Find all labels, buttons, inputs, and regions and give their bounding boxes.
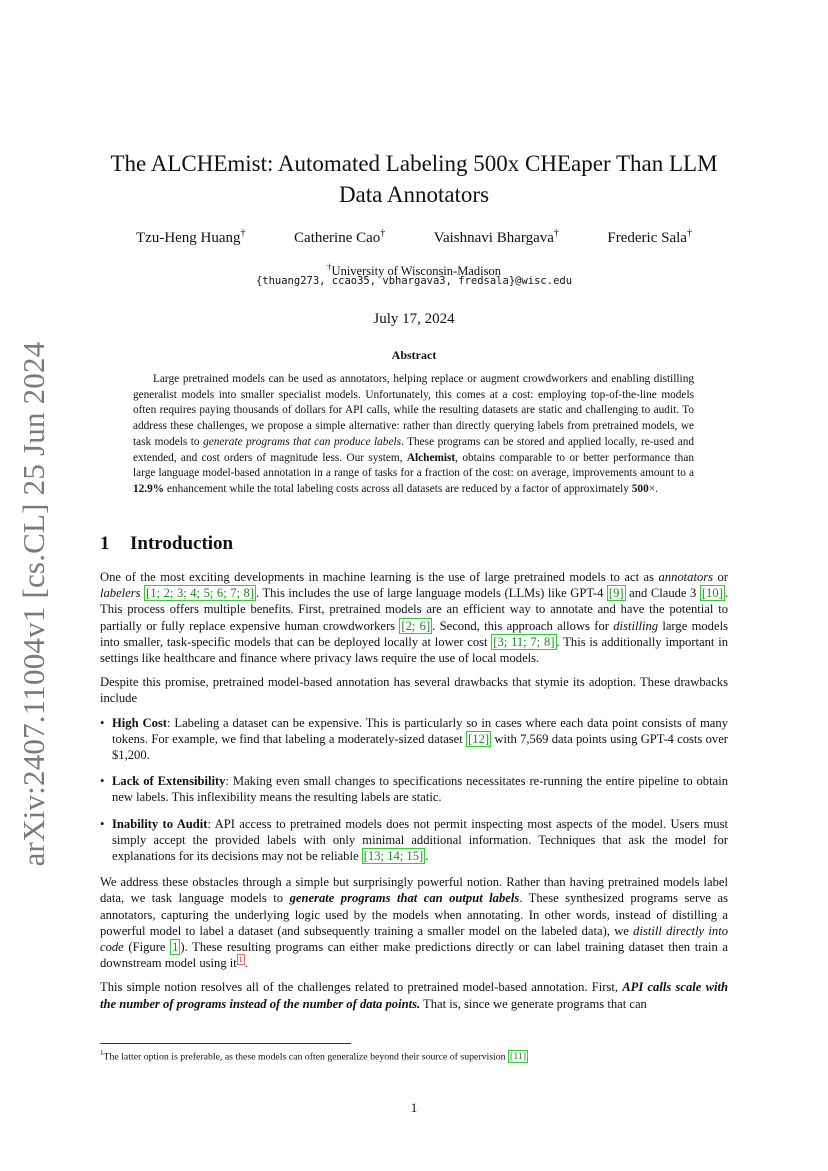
body-text xyxy=(100,569,728,1020)
footnote-link[interactable]: 1 xyxy=(238,955,243,965)
list-item: • High Cost: Labeling a dataset can be expensive. This is particularly so in cases where each data point consists of many tokens. For example, we find that labeling a moderately-sized dataset [12] with 7,569 data points using GPT-4 costs over $1,200. xyxy=(100,715,728,763)
author-emails: {thuang273, ccao35, vbhargava3, fredsala}@wisc.edu xyxy=(255,275,573,287)
author: Frederic Sala† xyxy=(607,228,692,246)
author-list xyxy=(100,228,728,247)
paragraph: This simple notion resolves all of the challenges related to pretrained model-based annotation. First, API calls scale with the number of programs instead of the number of data points. That is, since we generate programs that can xyxy=(100,980,728,1011)
abstract-heading: Abstract xyxy=(391,348,437,362)
abstract-text: Large pretrained models can be used as annotators, helping replace or augment crowdworkers and enabling distilling generalist models into smaller specialist models. Unfortunately, this comes at a cost: employing top-of-the-line models often requires paying thousands of dollars for API calls, while the resulting datasets are static and challenging to audit. To address these challenges, we propose a simple alternative: rather than directly querying labels from pretrained models, we task models to generate programs that can produce labels. These programs can be stored and applied locally, re-used and extended, and cost orders of magnitude less. Our system, Alchemist, obtains comparable to or better performance than large language model-based annotation in a range of tasks for a fraction of the cost: on average, improvements amount to a 12.9% enhancement while the total labeling costs across all datasets are reduced by a factor of approximately 500×. xyxy=(133,373,695,495)
author: Tzu-Heng Huang† xyxy=(136,228,246,246)
arxiv-sidebar xyxy=(14,341,54,867)
citation-link[interactable]: [2; 6] xyxy=(401,618,431,633)
citation-link[interactable]: [10] xyxy=(701,586,723,601)
citation-link[interactable]: [12] xyxy=(468,731,490,746)
drawback-list xyxy=(100,715,728,865)
arxiv-identifier: arXiv:2407.11004v1 [cs.CL] 25 Jun 2024 xyxy=(16,341,51,867)
list-item: • Lack of Extensibility: Making even small changes to specifications necessitates re-running the entire pipeline to obtain new labels. This inflexibility means the resulting labels are static. xyxy=(100,774,728,805)
paragraph: We address these obstacles through a simple but surprisingly powerful notion. Rather than having pretrained models label data, we task language models to generate programs that can output labels. These synthesized programs serve as annotators, capturing the underlying logic used by the models when annotating. In other words, instead of distilling a powerful model to label a dataset (and subsequently training a smaller model on the labeled data), we distill directly into code (Figure 1 ). These resulting programs can either make predictions directly or can label training dataset then train a downstream model using it $^1$ . xyxy=(100,875,728,971)
citation-link[interactable]: [11] xyxy=(510,1051,526,1063)
paper-title: The ALCHEmist: Automated Labeling 500x CHEaper Than LLM Data Annotators xyxy=(110,151,718,207)
list-item: • Inability to Audit: API access to pretrained models does not permit inspecting most aspects of the model. Users must simply accept the provided labels with only minimal additional information. Techniques that ask the model for explanations for its decisions may not be reliable [13; 14; 15] . xyxy=(100,816,728,864)
author: Catherine Cao† xyxy=(294,228,386,246)
affiliation: †University of Wisconsin-Madison xyxy=(327,262,501,279)
page-number: 1 xyxy=(410,1100,418,1115)
citation-link[interactable]: [9] xyxy=(608,586,624,601)
author: Vaishnavi Bhargava† xyxy=(433,228,559,246)
paragraph: One of the most exciting developments in machine learning is the use of large pretrained models to act as annotators or labelers [1; 2; 3; 4; 5; 6; 7; 8] . This includes the use of large language models (LLMs) like GPT-4 [9] and Claude 3 [10] . This process offers multiple benefits. First, pretrained models are an efficient way to annotate and have the potential to partially or fully replace expensive human crowdworkers [2; 6] . Second, this approach allows for distilling large models into smaller, task-specific models that can be deployed locally at lower cost [3; 11; 7; 8] . This is additionally important in settings like healthcare and finance where privacy laws require the use of local models. xyxy=(100,570,729,666)
citation-link[interactable]: [13; 14; 15] xyxy=(363,849,424,864)
footnote-divider xyxy=(100,1043,351,1044)
footnote: $^1$The latter option is preferable, as these models can often generalize beyond their source of supervision [11] xyxy=(100,1049,526,1063)
paper-date: July 17, 2024 xyxy=(373,311,455,327)
citation-link[interactable]: [1; 2; 3; 4; 5; 6; 7; 8] xyxy=(146,586,255,601)
figure-link[interactable]: 1 xyxy=(172,940,179,955)
section-heading: 1 Introduction xyxy=(100,533,234,554)
paragraph: Despite this promise, pretrained model-based annotation has several drawbacks that stymie its adoption. These drawbacks include xyxy=(100,675,728,706)
citation-link[interactable]: [3; 11; 7; 8] xyxy=(493,634,555,649)
